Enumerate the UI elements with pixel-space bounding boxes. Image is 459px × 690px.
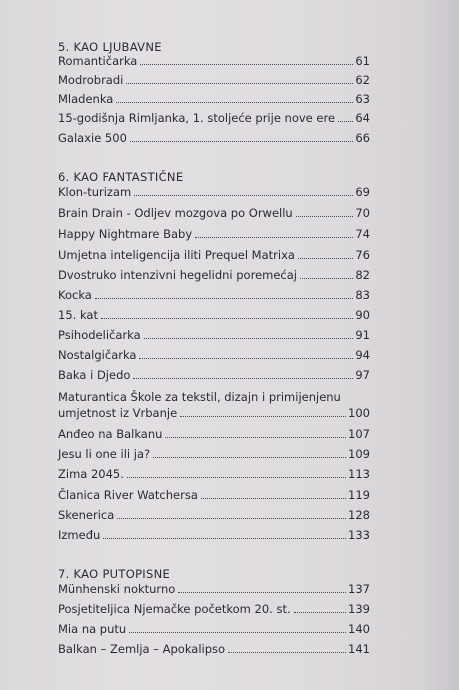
entry-title: Između xyxy=(58,528,101,542)
leader-dots xyxy=(294,612,346,613)
section-title-putopisne: 7. KAO PUTOPISNE xyxy=(58,567,171,581)
leader-dots xyxy=(228,652,346,653)
leader-dots xyxy=(127,477,346,478)
entry-page: 140 xyxy=(348,622,370,636)
entry-title-continued: umjetnost iz Vrbanje xyxy=(58,406,178,420)
leader-dots xyxy=(298,258,353,259)
entry-page: 139 xyxy=(348,602,370,616)
entry-title: 15. kat xyxy=(58,308,98,322)
entry-title: Umjetna inteligencija iliti Prequel Matrixa xyxy=(58,248,295,262)
entry-page: 94 xyxy=(355,348,370,362)
entry-title: Balkan – Zemlja – Apokalipso xyxy=(58,642,226,656)
toc-entry xyxy=(58,526,370,542)
toc-entry xyxy=(58,425,370,441)
entry-page: 66 xyxy=(355,131,370,145)
leader-dots xyxy=(296,216,354,217)
entry-page: 128 xyxy=(348,508,370,522)
section-title-ljubavne: 5. KAO LJUBAVNE xyxy=(58,40,162,54)
entry-page: 97 xyxy=(355,368,370,382)
toc-entry xyxy=(58,225,370,241)
toc-entry xyxy=(58,445,370,461)
section-title-fantasticne: 6. KAO FANTASTIČNE xyxy=(58,170,184,184)
entry-page: 70 xyxy=(355,206,370,220)
entry-page: 90 xyxy=(355,308,370,322)
entry-page: 109 xyxy=(348,447,370,461)
toc-entry xyxy=(58,326,370,342)
entry-page: 107 xyxy=(348,427,370,441)
leader-dots xyxy=(126,83,353,84)
toc-entry xyxy=(58,71,370,87)
leader-dots xyxy=(201,498,346,499)
entry-page: 61 xyxy=(355,54,370,68)
entry-title: Baka i Djedo xyxy=(58,368,131,382)
leader-dots xyxy=(130,141,353,142)
toc-entry xyxy=(58,90,370,106)
toc-entry xyxy=(58,600,370,616)
entry-title: Nostalgičarka xyxy=(58,348,137,362)
entry-title: Münhenski nokturno xyxy=(58,582,176,596)
leader-dots xyxy=(195,237,353,238)
toc-entry xyxy=(58,286,370,302)
toc-entry xyxy=(58,366,370,382)
entry-page: 133 xyxy=(348,528,370,542)
entry-page: 91 xyxy=(355,328,370,342)
entry-page: 69 xyxy=(355,185,370,199)
toc-entry xyxy=(58,620,370,636)
leader-dots xyxy=(95,298,354,299)
toc-entry xyxy=(58,306,370,322)
entry-title: Modrobradi xyxy=(58,73,124,87)
leader-dots xyxy=(178,592,346,593)
entry-page: 119 xyxy=(348,488,370,502)
toc-entry xyxy=(58,266,370,282)
leader-dots xyxy=(140,64,353,65)
leader-dots xyxy=(338,121,353,122)
entry-title: Posjetiteljica Njemačke početkom 20. st. xyxy=(58,602,291,616)
entry-title: Maturantica Škole za tekstil, dizajn i primijenjenu xyxy=(58,390,341,404)
entry-title: Jesu li one ili ja? xyxy=(58,447,151,461)
entry-page: 76 xyxy=(355,248,370,262)
entry-title: Anđeo na Balkanu xyxy=(58,427,163,441)
leader-dots xyxy=(101,318,353,319)
toc-entry xyxy=(58,486,370,502)
entry-page: 74 xyxy=(355,227,370,241)
entry-title: Romantičarka xyxy=(58,54,138,68)
leader-dots xyxy=(103,538,346,539)
leader-dots xyxy=(300,278,353,279)
toc-entry xyxy=(58,640,370,656)
entry-title: Dvostruko intenzivni hegelidni poremećaj xyxy=(58,268,297,282)
toc-entry xyxy=(58,129,370,145)
leader-dots xyxy=(117,518,346,519)
toc-entry xyxy=(58,204,370,220)
toc-entry xyxy=(58,346,370,362)
entry-page: 63 xyxy=(355,92,370,106)
entry-page: 82 xyxy=(355,268,370,282)
entry-page: 141 xyxy=(348,642,370,656)
leader-dots xyxy=(133,378,353,379)
entry-title: Zima 2045. xyxy=(58,467,124,481)
toc-entry xyxy=(58,580,370,596)
entry-title: Happy Nightmare Baby xyxy=(58,227,193,241)
toc-entry xyxy=(58,109,370,125)
toc-entry xyxy=(58,183,370,199)
entry-title: Brain Drain - Odljev mozgova po Orwellu xyxy=(58,206,293,220)
leader-dots xyxy=(165,437,346,438)
entry-title: Kocka xyxy=(58,288,92,302)
entry-title: Klon-turizam xyxy=(58,185,132,199)
toc-entry xyxy=(58,465,370,481)
toc-entry xyxy=(58,246,370,262)
entry-title: Članica River Watchersa xyxy=(58,488,198,502)
leader-dots xyxy=(129,632,346,633)
entry-title: Galaxie 500 xyxy=(58,131,127,145)
leader-dots xyxy=(180,416,346,417)
leader-dots xyxy=(116,102,353,103)
toc-entry xyxy=(58,404,370,420)
entry-page: 83 xyxy=(355,288,370,302)
entry-page: 137 xyxy=(348,582,370,596)
leader-dots xyxy=(144,338,354,339)
entry-page: 64 xyxy=(355,111,370,125)
entry-title: 15-godišnja Rimljanka, 1. stoljeće prije nove ere xyxy=(58,111,336,125)
toc-entry xyxy=(58,506,370,522)
entry-page: 62 xyxy=(355,73,370,87)
leader-dots xyxy=(134,195,353,196)
leader-dots xyxy=(153,457,346,458)
entry-title: Psihodeličarka xyxy=(58,328,141,342)
entry-title: Skenerica xyxy=(58,508,115,522)
entry-page: 113 xyxy=(348,467,370,481)
entry-title: Mladenka xyxy=(58,92,114,106)
entry-title: Mia na putu xyxy=(58,622,127,636)
entry-page: 100 xyxy=(348,406,370,420)
leader-dots xyxy=(139,358,353,359)
toc-entry xyxy=(58,52,370,68)
